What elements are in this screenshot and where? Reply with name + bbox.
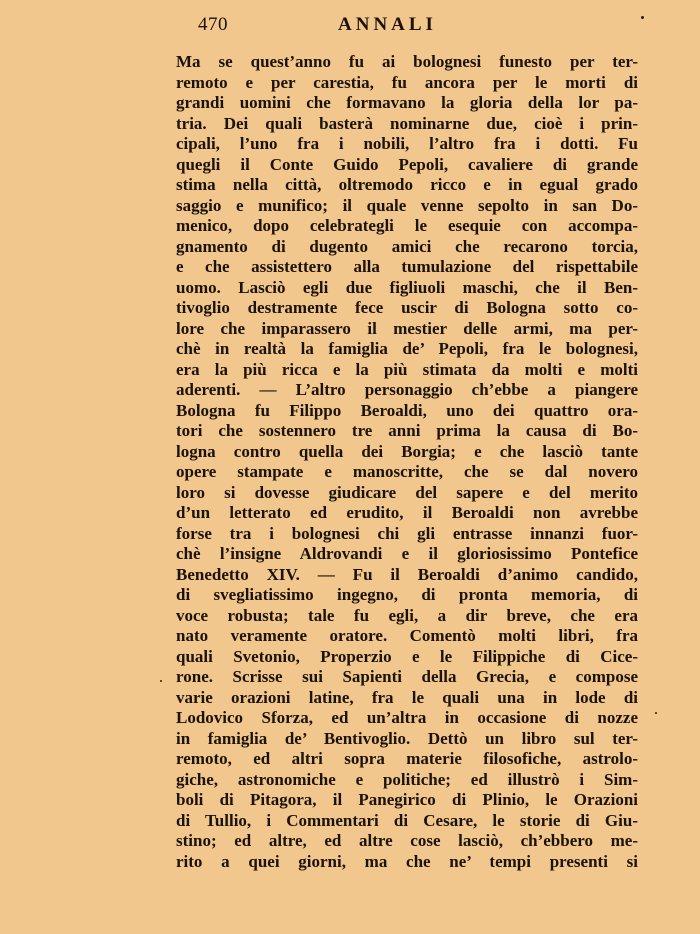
text-line: grandi uomini che formavano la gloria della lor pa- (176, 93, 638, 112)
print-speck (655, 712, 657, 714)
text-line: quegli il Conte Guido Pepoli, cavaliere di grande (176, 154, 638, 174)
text-line: quali Svetonio, Properzio e le Filippiche di Cice- (176, 646, 638, 666)
print-speck (160, 680, 162, 682)
text-line: aderenti. — L’altro personaggio ch’ebbe a piangere (176, 380, 638, 399)
text-line: forse tra i bolognesi chi gli entrasse innanzi fuor- (176, 523, 638, 543)
text-line: gnamento di dugento amici che recarono torcia, (176, 236, 638, 256)
text-line: boli di Pitagora, il Panegirico di Plinio, le Orazioni (176, 790, 638, 809)
print-speck (641, 16, 644, 19)
text-line: loro si dovesse giudicare del sapere e del merito (176, 482, 638, 502)
text-line: rito a quei giorni, ma che ne’ tempi presenti si (176, 851, 638, 871)
text-line: in famiglia de’ Bentivoglio. Dettò un libro sul ter- (176, 728, 638, 748)
text-line: chè in realtà la famiglia de’ Pepoli, fra le bolognesi, (176, 339, 638, 358)
text-line: stima nella città, oltremodo ricco e in egual grado (176, 175, 638, 194)
text-line: menico, dopo celebrategli le esequie con accompa- (176, 216, 638, 235)
text-line: Ma se quest’anno fu ai bolognesi funesto per ter- (176, 52, 638, 71)
text-line: chè l’insigne Aldrovandi e il gloriosissimo Pontefice (176, 544, 638, 563)
text-line: lore che imparassero il mestier delle armi, ma per- (176, 318, 638, 338)
text-line: saggio e munifico; il quale venne sepolto in san Do- (176, 195, 638, 215)
text-line: stino; ed altre, ed altre cose lasciò, ch’ebbero me- (176, 831, 638, 850)
text-line: voce robusta; tale fu egli, a dir breve, che era (176, 605, 638, 625)
text-line: tori che sostennero tre anni prima la causa di Bo- (176, 421, 638, 440)
text-line: varie orazioni latine, fra le quali una in lode di (176, 687, 638, 707)
text-line: tria. Dei quali basterà nominarne due, cioè i prin- (176, 113, 638, 133)
running-title: ANNALI (338, 14, 437, 35)
text-line: nato veramente oratore. Comentò molti libri, fra (176, 626, 638, 645)
text-line: Benedetto XIV. — Fu il Beroaldi d’animo candido, (176, 564, 638, 584)
text-line: rone. Scrisse sui Sapienti della Grecia, e compose (176, 667, 638, 686)
text-line: remoto e per carestia, fu ancora per le morti di (176, 72, 638, 92)
text-line: d’un letterato ed erudito, il Beroaldi non avrebbe (176, 503, 638, 522)
text-line: e che assistettero alla tumulazione del rispettabile (176, 257, 638, 276)
text-line: remoto, ed altri sopra materie filosofiche, astrolo- (176, 749, 638, 768)
text-line: cipali, l’uno fra i nobili, l’altro fra i dotti. Fu (176, 134, 638, 153)
text-line: di Tullio, i Commentari di Cesare, le storie di Giu- (176, 810, 638, 830)
text-line: opere stampate e manoscritte, che se dal novero (176, 462, 638, 481)
body-text (176, 52, 638, 872)
page-number: 470 (198, 14, 228, 35)
text-line: tivoglio destramente fece uscir di Bologna sotto co- (176, 298, 638, 317)
text-line: Bologna fu Filippo Beroaldi, uno dei quattro ora- (176, 400, 638, 420)
text-line: di svegliatissimo ingegno, di pronta memoria, di (176, 585, 638, 604)
text-line: era la più ricca e la più stimata da molti e molti (176, 359, 638, 379)
text-line: giche, astronomiche e politiche; ed illustrò i Sim- (176, 769, 638, 789)
text-line: Lodovico Sforza, ed un’altra in occasione di nozze (176, 708, 638, 727)
text-line: uomo. Lasciò egli due figliuoli maschi, che il Ben- (176, 277, 638, 297)
text-line: logna contro quella dei Borgia; e che lasciò tante (176, 441, 638, 461)
